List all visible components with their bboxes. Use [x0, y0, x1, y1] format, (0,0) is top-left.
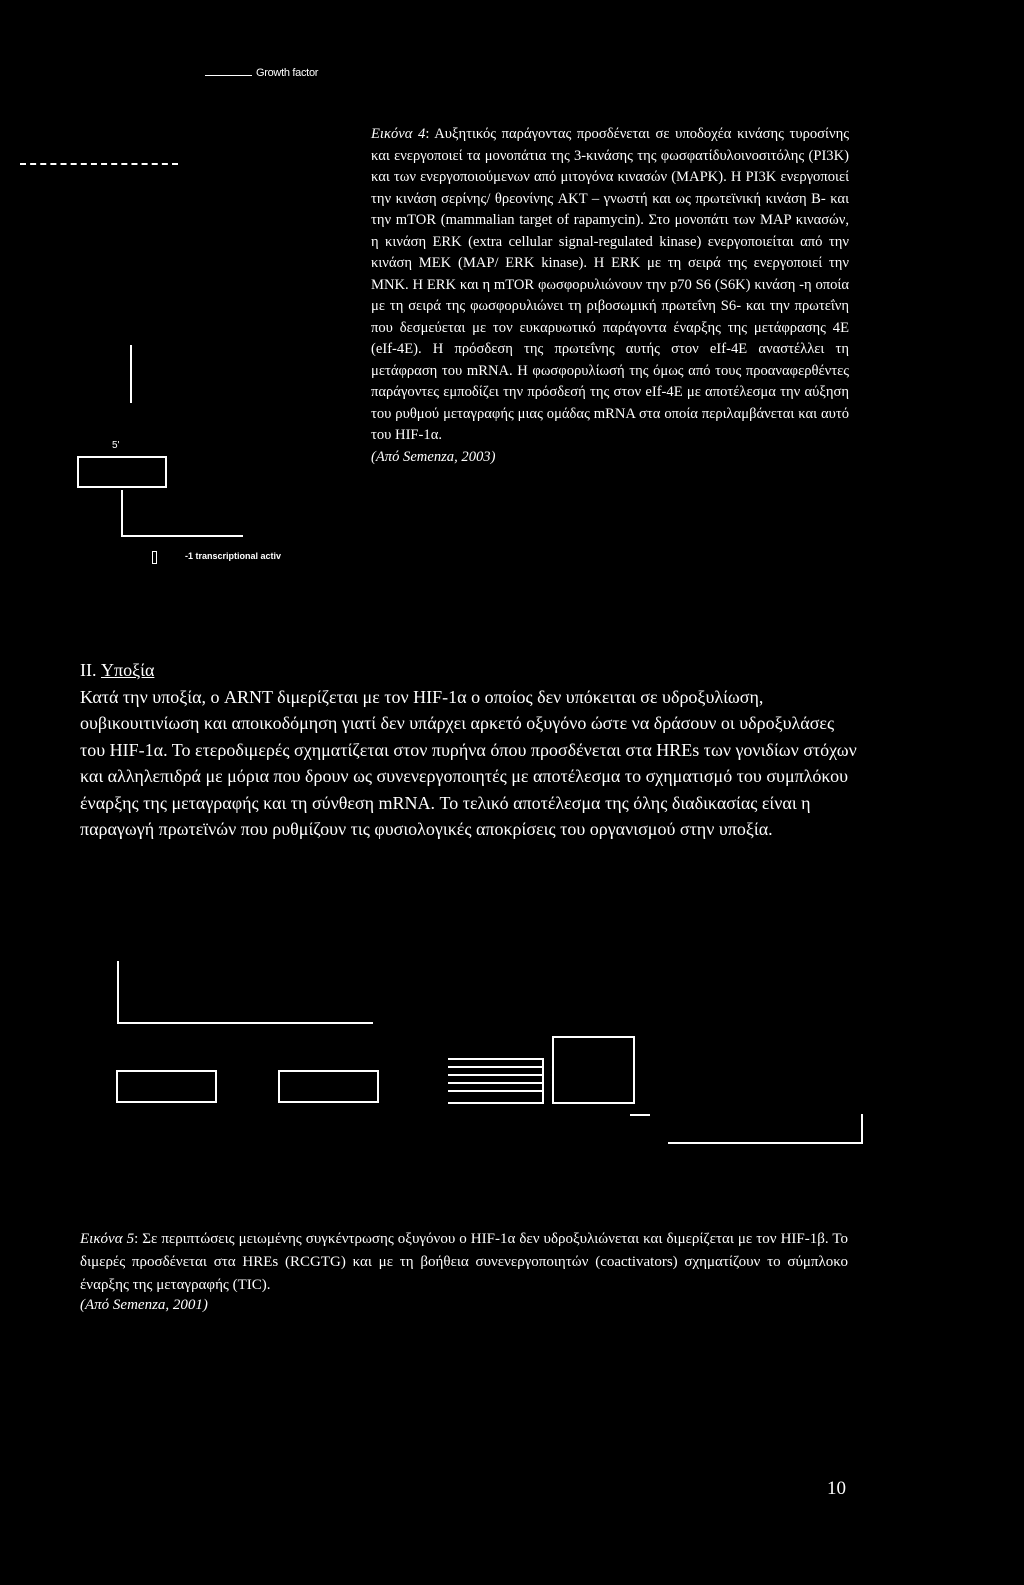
figure-4-caption — [371, 124, 849, 468]
section-heading-number: II. — [80, 660, 97, 680]
small-marker — [152, 551, 157, 564]
figure-4-caption-label: Εικόνα 4 — [371, 126, 426, 142]
section-heading-title: Υποξία — [101, 660, 155, 680]
fig5-bottom-riser — [861, 1114, 863, 1144]
fig5-horizontal-line — [117, 1022, 373, 1024]
fig5-box-2 — [278, 1070, 379, 1103]
gene-box — [77, 456, 167, 488]
fig5-vertical-left — [117, 961, 119, 1024]
fig5-box-1 — [116, 1070, 217, 1103]
growth-factor-label: Growth factor — [256, 67, 319, 79]
figure-4-source: (Από Semenza, 2003) — [371, 448, 496, 465]
fig5-bottom-line — [668, 1142, 863, 1144]
vertical-connector-top — [130, 345, 132, 403]
fig5-small-tick — [630, 1114, 650, 1116]
fig5-box-tall — [552, 1036, 635, 1104]
five-prime-label: 5' — [112, 440, 120, 451]
section-heading — [80, 657, 860, 684]
vertical-connector-bottom — [121, 490, 123, 536]
figure-5-caption-text: : Σε περιπτώσεις μειωμένης συγκέντρωσης οξυγόνου ο HIF-1α δεν υδροξυλιώνεται και διμερίζεται με τον HIF-1β. Το διμερές προσδένεται στα HREs (RCGTG) και με τη βοήθεια συνενεργοποιητών (coactivators) σχηματίζουν το σύμπλοκο έναρξης της μεταγραφής (TIC). — [80, 1231, 848, 1293]
horizontal-connector — [121, 535, 243, 537]
growth-factor-line — [205, 75, 252, 76]
figure-5-source: (Από Semenza, 2001) — [80, 1297, 208, 1313]
section-body: Κατά την υποξία, ο ARNT διμερίζεται με τον HIF-1α ο οποίος δεν υπόκειται σε υδροξυλίωση, ουβικουιτινίωση και αποικοδόμηση γιατί δεν υπάρχει αρκετό οξυγόνο ώστε να δράσουν οι υδροξυλάσες του HIF-1α. Το ετεροδιμερές σχηματίζεται στον πυρήνα όπου προσδένεται στα HREs των γονιδίων στόχων και αλληλεπιδρά με μόρια που δρουν ως συνενεργοποιητές με αποτέλεσμα το σχηματισμό του συμπλόκου έναρξης της μεταγραφής και τη σύνθεση mRNA. Το τελικό αποτέλεσμα της όλης διαδικασίας είναι η παραγωγή πρωτεϊνών που ρυθμίζουν τις φυσιολογικές αποκρίσεις του οργανισμού στην υποξία. — [80, 686, 857, 839]
fig5-stacked-lines — [448, 1058, 544, 1104]
page-number: 10 — [827, 1478, 846, 1499]
figure-4-caption-text: : Αυξητικός παράγοντας προσδένεται σε υποδοχέα κινάσης τυροσίνης και ενεργοποιεί τα μονοπάτια της 3-κινάσης της φωσφατίδυλοινοσιτόλης (PI3K) και των ενεργοποιούμενων από μιτογόνα κινασών (MAPK). Η PI3K ενεργοποιεί την κινάση σερίνης/ θρεονίνης AKT – γνωστή και ως πρωτεϊνική κινάση B- και την mTOR (mammalian target of rapamycin). Στο μονοπάτι των MAP κινασών, η κινάση ERK (extra cellular signal-regulated kinase) ενεργοποιείται από την κινάση MEK (MAP/ ERK kinase). Η ERK με τη σειρά της ενεργοποιεί την MNK. Η ERK και η mTOR φωσφορυλιώνουν την p70 S6 (S6K) κινάση -η οποία με τη σειρά της φωσφορυλιώνει τη ριβοσωμική πρωτεΐνη S6- και την πρωτεΐνη που δεσμεύεται με τον ευκαρυωτικό παράγοντα έναρξης της μετάφρασης 4E (eIf-4E). Η πρόσδεση της πρωτεΐνης αυτής στον eIf-4E αναστέλλει τη μετάφραση του mRNA. Η φωσφορυλίωσή της όμως από τους προαναφερθέντες παράγοντες εμποδίζει την πρόσδεσή της στον eIf-4E με αποτέλεσμα την αύξηση του ρυθμού μεταγραφής μιας ομάδας mRNA στα οποία περιλαμβάνεται και αυτό του HIF-1α. — [371, 126, 849, 443]
figure-5-caption — [80, 1228, 848, 1297]
figure-5-caption-label: Εικόνα 5 — [80, 1231, 135, 1247]
membrane-dashes — [20, 157, 178, 165]
transcription-label: -1 transcriptional activ — [185, 551, 282, 561]
section-hypoxia — [80, 657, 860, 843]
